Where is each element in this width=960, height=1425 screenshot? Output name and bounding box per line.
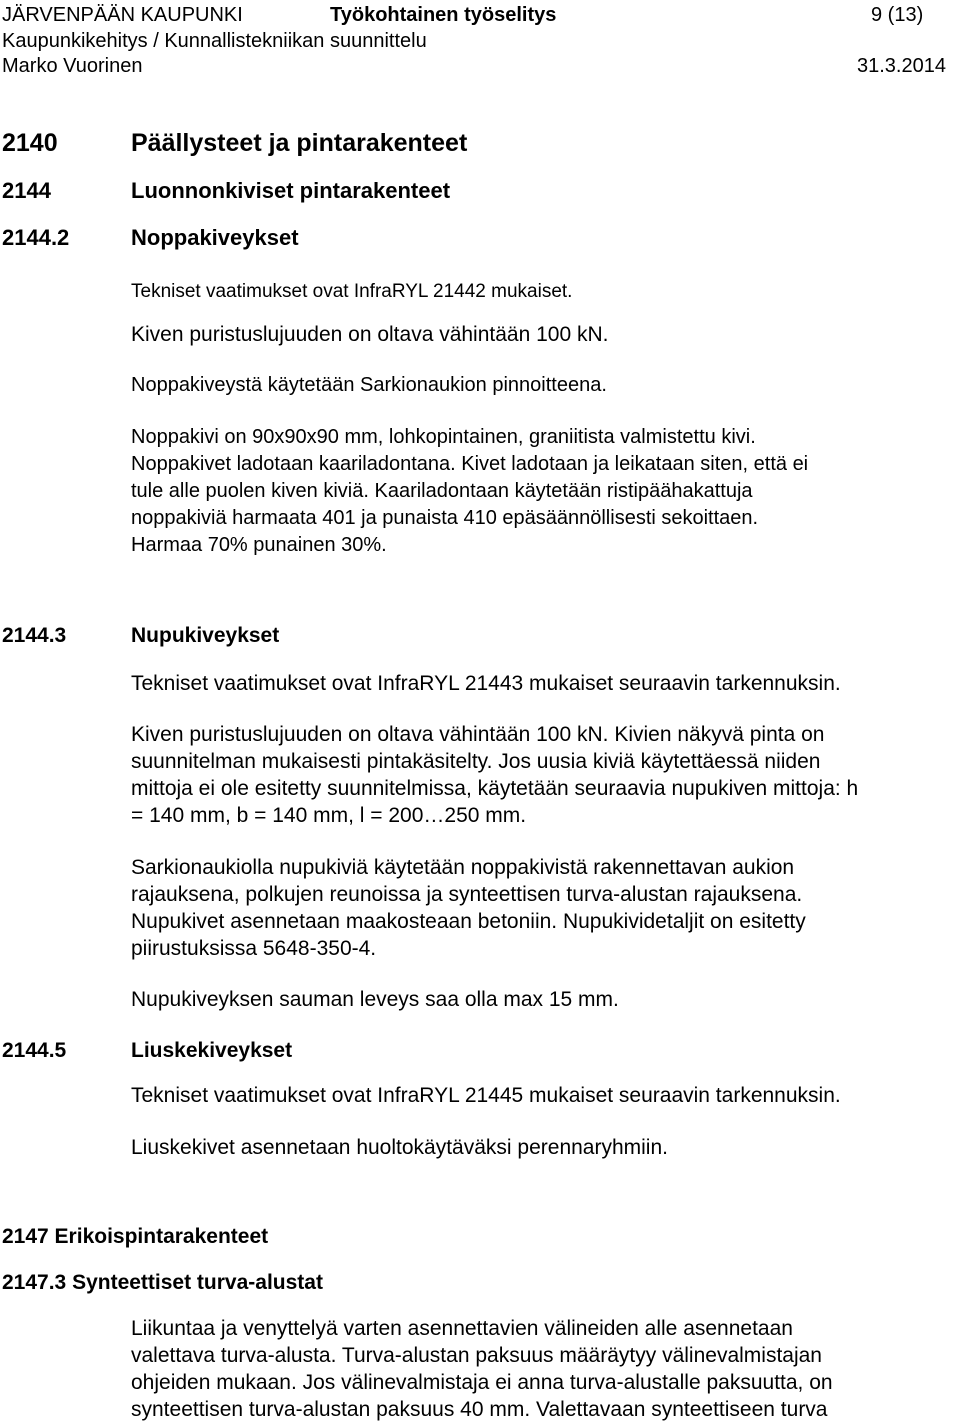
section-2144-2-number: 2144.2 xyxy=(2,225,70,250)
section-2147-3-heading: 2147.3 Synteettiset turva-alustat xyxy=(2,1271,323,1294)
section-2144-3-number: 2144.3 xyxy=(2,624,67,647)
paragraph: Tekniset vaatimukset ovat InfraRYL 21443 mukaiset seuraavin tarkennuksin. xyxy=(131,672,841,695)
paragraph: Tekniset vaatimukset ovat InfraRYL 21442 mukaiset. xyxy=(131,281,573,302)
paragraph-line: = 140 mm, b = 140 mm, l = 200…250 mm. xyxy=(131,804,527,827)
paragraph-line: Noppakivet ladotaan kaariladontana. Kivet ladotaan ja leikataan siten, että ei xyxy=(131,453,809,475)
header-org: JÄRVENPÄÄN KAUPUNKI xyxy=(2,4,243,26)
section-2144-5-number: 2144.5 xyxy=(2,1039,67,1062)
paragraph: Noppakiveystä käytetään Sarkionaukion pinnoitteena. xyxy=(131,374,607,396)
header-author: Marko Vuorinen xyxy=(2,55,143,77)
header-date: 31.3.2014 xyxy=(857,55,946,77)
paragraph: Nupukiveyksen sauman leveys saa olla max 15 mm. xyxy=(131,988,619,1011)
paragraph-line: piirustuksissa 5648-350-4. xyxy=(131,937,377,960)
paragraph: Liuskekivet asennetaan huoltokäytäväksi perennaryhmiin. xyxy=(131,1136,668,1159)
paragraph-block xyxy=(131,721,858,829)
paragraph-line: mittoja ei ole esitetty suunnitelmissa, käytetään seuraavia nupukiven mittoja: h xyxy=(131,777,859,800)
section-2144-title: Luonnonkiviset pintarakenteet xyxy=(131,178,451,203)
paragraph-line: Liikuntaa ja venyttelyä varten asennettavien välineiden alle asennetaan xyxy=(131,1317,793,1340)
section-2140-title: Päällysteet ja pintarakenteet xyxy=(131,129,468,157)
paragraph-line: valettava turva-alusta. Turva-alustan paksuus määräytyy välinevalmistajan xyxy=(131,1344,822,1367)
header-doc-type: Työkohtainen työselitys xyxy=(330,4,557,26)
paragraph-line: Kiven puristuslujuuden on oltava vähintään 100 kN. Kivien näkyvä pinta on xyxy=(131,723,825,746)
paragraph-line: Noppakivi on 90x90x90 mm, lohkopintainen, graniitista valmistettu kivi. xyxy=(131,426,756,448)
section-2147-heading: 2147 Erikoispintarakenteet xyxy=(2,1225,269,1248)
paragraph-line: rajauksena, polkujen reunoissa ja synteettisen turva-alustan rajauksena. xyxy=(131,883,803,906)
paragraph-block xyxy=(131,424,808,559)
paragraph-line: ohjeiden mukaan. Jos välinevalmistaja ei anna turva-alustalle paksuutta, on xyxy=(131,1371,833,1394)
paragraph-line: tule alle puolen kiven kiviä. Kaariladontaan käytetään ristipäähakattuja xyxy=(131,480,753,502)
paragraph-line: Harmaa 70% punainen 30%. xyxy=(131,534,387,556)
paragraph: Tekniset vaatimukset ovat InfraRYL 21445 mukaiset seuraavin tarkennuksin. xyxy=(131,1084,841,1107)
section-2144-5-title: Liuskekiveykset xyxy=(131,1039,293,1062)
section-2144-2-title: Noppakiveykset xyxy=(131,225,299,250)
header-page-number: 9 (13) xyxy=(871,4,924,26)
paragraph: Kiven puristuslujuuden on oltava vähintään 100 kN. xyxy=(131,323,609,346)
paragraph-block xyxy=(131,1315,833,1423)
paragraph-line: Sarkionaukiolla nupukiviä käytetään noppakivistä rakennettavan aukion xyxy=(131,856,795,879)
paragraph-line: suunnitelman mukaisesti pintakäsitelty. Jos uusia kiviä käytettäessä niiden xyxy=(131,750,821,773)
header-department: Kaupunkikehitys / Kunnallistekniikan suunnittelu xyxy=(2,30,427,52)
section-2140-number: 2140 xyxy=(2,129,58,157)
section-2144-3-title: Nupukiveykset xyxy=(131,624,280,647)
paragraph-line: Nupukivet asennetaan maakosteaan betoniin. Nupukividetaljit on esitetty xyxy=(131,910,806,933)
paragraph-line: noppakiviä harmaata 401 ja punaista 410 epäsäännöllisesti sekoittaen. xyxy=(131,507,759,529)
paragraph-line: synteettisen turva-alustan paksuus 40 mm. Valettavaan synteettiseen turva xyxy=(131,1398,828,1421)
section-2144-number: 2144 xyxy=(2,178,51,203)
paragraph-block xyxy=(131,854,806,962)
